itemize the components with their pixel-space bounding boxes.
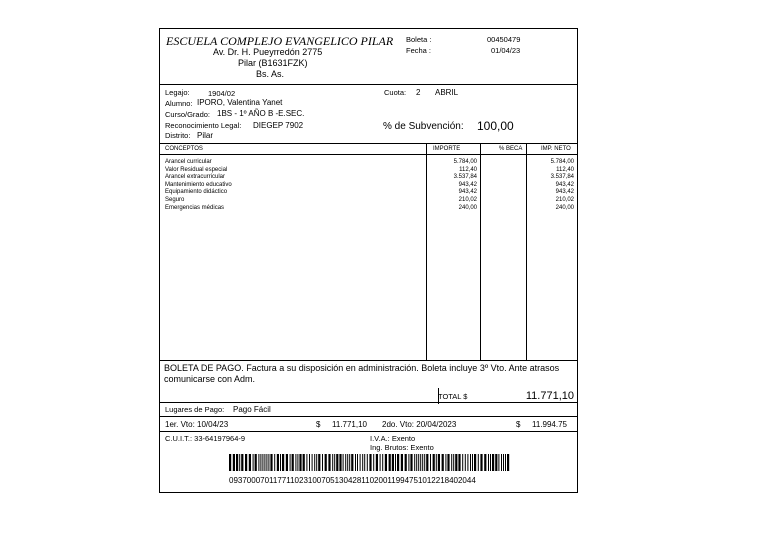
address-line-1: Av. Dr. H. Pueyrredón 2775 (213, 47, 323, 57)
iva: I.V.A.: Exento (370, 434, 416, 443)
list-item: Mantenimiento educativo (165, 181, 232, 188)
list-item: 943,42 (555, 189, 574, 196)
header-conceptos: CONCEPTOS (165, 146, 203, 152)
reconocimiento-label: Reconocimiento Legal: (165, 121, 242, 130)
distrito-value: Pilar (197, 131, 214, 140)
list-item: 943,42 (458, 189, 477, 196)
lugares-value: Pago Fácil (233, 405, 271, 414)
list-item: Emergencias médicas (165, 204, 225, 211)
legajo-label: Legajo: (165, 88, 190, 97)
list-item: Arancel extracurricular (165, 174, 226, 181)
header-neto: IMP. NETO (541, 146, 571, 152)
header-importe: IMPORTE (433, 146, 461, 152)
neto-list (528, 159, 574, 212)
curso-label: Curso/Grado: (165, 110, 211, 119)
vto2-currency: $ (516, 420, 521, 429)
boleta-number: 00450479 (487, 35, 521, 44)
list-item: 3.537,84 (453, 174, 477, 181)
fecha-value: 01/04/23 (491, 46, 521, 55)
list-item: Valor Residual especial (165, 166, 228, 173)
list-item: 112,40 (459, 166, 477, 173)
total-value: 11.771,10 (525, 390, 574, 402)
concepts-list (165, 159, 232, 212)
list-item: 943,42 (458, 181, 477, 188)
list-item: 240,00 (458, 204, 477, 211)
alumno-value: IPORO, Valentina Yanet (197, 98, 283, 107)
vto1-amount: 11.771,10 (332, 420, 367, 429)
list-item: 943,42 (555, 181, 574, 188)
cuota-month: ABRIL (435, 88, 459, 97)
vto2-label: 2do. Vto: 20/04/2023 (382, 420, 457, 429)
fecha-label: Fecha : (406, 46, 432, 55)
list-item: 210,02 (458, 196, 477, 203)
vto1-label: 1er. Vto: 10/04/23 (165, 420, 229, 429)
address-line-2: Pilar (B1631FZK) (238, 58, 308, 68)
vto1-currency: $ (316, 420, 321, 429)
notice-line-2: comunicarse con Adm. (164, 374, 256, 384)
cuota-number: 2 (416, 88, 421, 97)
alumno-label: Alumno: (165, 99, 193, 108)
reconocimiento-value: DIEGEP 7902 (253, 121, 304, 130)
importe-list (428, 159, 477, 212)
iibb: Ing. Brutos: Exento (370, 443, 434, 452)
list-item: Arancel curricular (165, 159, 212, 165)
cuit: C.U.I.T.: 33-64197964-9 (165, 434, 246, 443)
distrito-label: Distrito: (165, 131, 191, 140)
cuota-label: Cuota: (384, 88, 407, 97)
header-beca: % BECA (499, 146, 523, 152)
school-name: ESCUELA COMPLEJO EVANGELICO PILAR (166, 34, 394, 48)
subvencion-value: 100,00 (477, 119, 514, 133)
list-item: 5.784,00 (550, 159, 574, 165)
boleta-label: Boleta : (406, 35, 432, 44)
list-item: 210,02 (555, 196, 574, 203)
address-line-3: Bs. As. (256, 69, 285, 79)
list-item: Equipamiento didáctico (165, 189, 228, 196)
list-item: 112,40 (556, 166, 574, 173)
legajo-value: 1904/02 (208, 89, 236, 98)
payment-slip (159, 28, 578, 493)
lugares-label: Lugares de Pago: (165, 405, 225, 414)
list-item: 3.537,84 (550, 174, 574, 181)
barcode (227, 454, 512, 471)
notice-line-1: BOLETA DE PAGO. Factura a su disposición en administración. Boleta incluye 3º Vto. Ante atrasos (164, 363, 560, 373)
subvencion-label: % de Subvención: (383, 121, 464, 132)
list-item: Seguro (165, 196, 185, 203)
curso-value: 1BS - 1º AÑO B -E.SEC. (217, 109, 305, 118)
list-item: 5.784,00 (453, 159, 477, 165)
total-label: TOTAL $ (438, 392, 468, 401)
vto2-amount: 11.994.75 (532, 420, 567, 429)
barcode-number: 09370007011771102310070513042811020011994751012218402044 (229, 476, 476, 485)
list-item: 240,00 (555, 204, 574, 211)
